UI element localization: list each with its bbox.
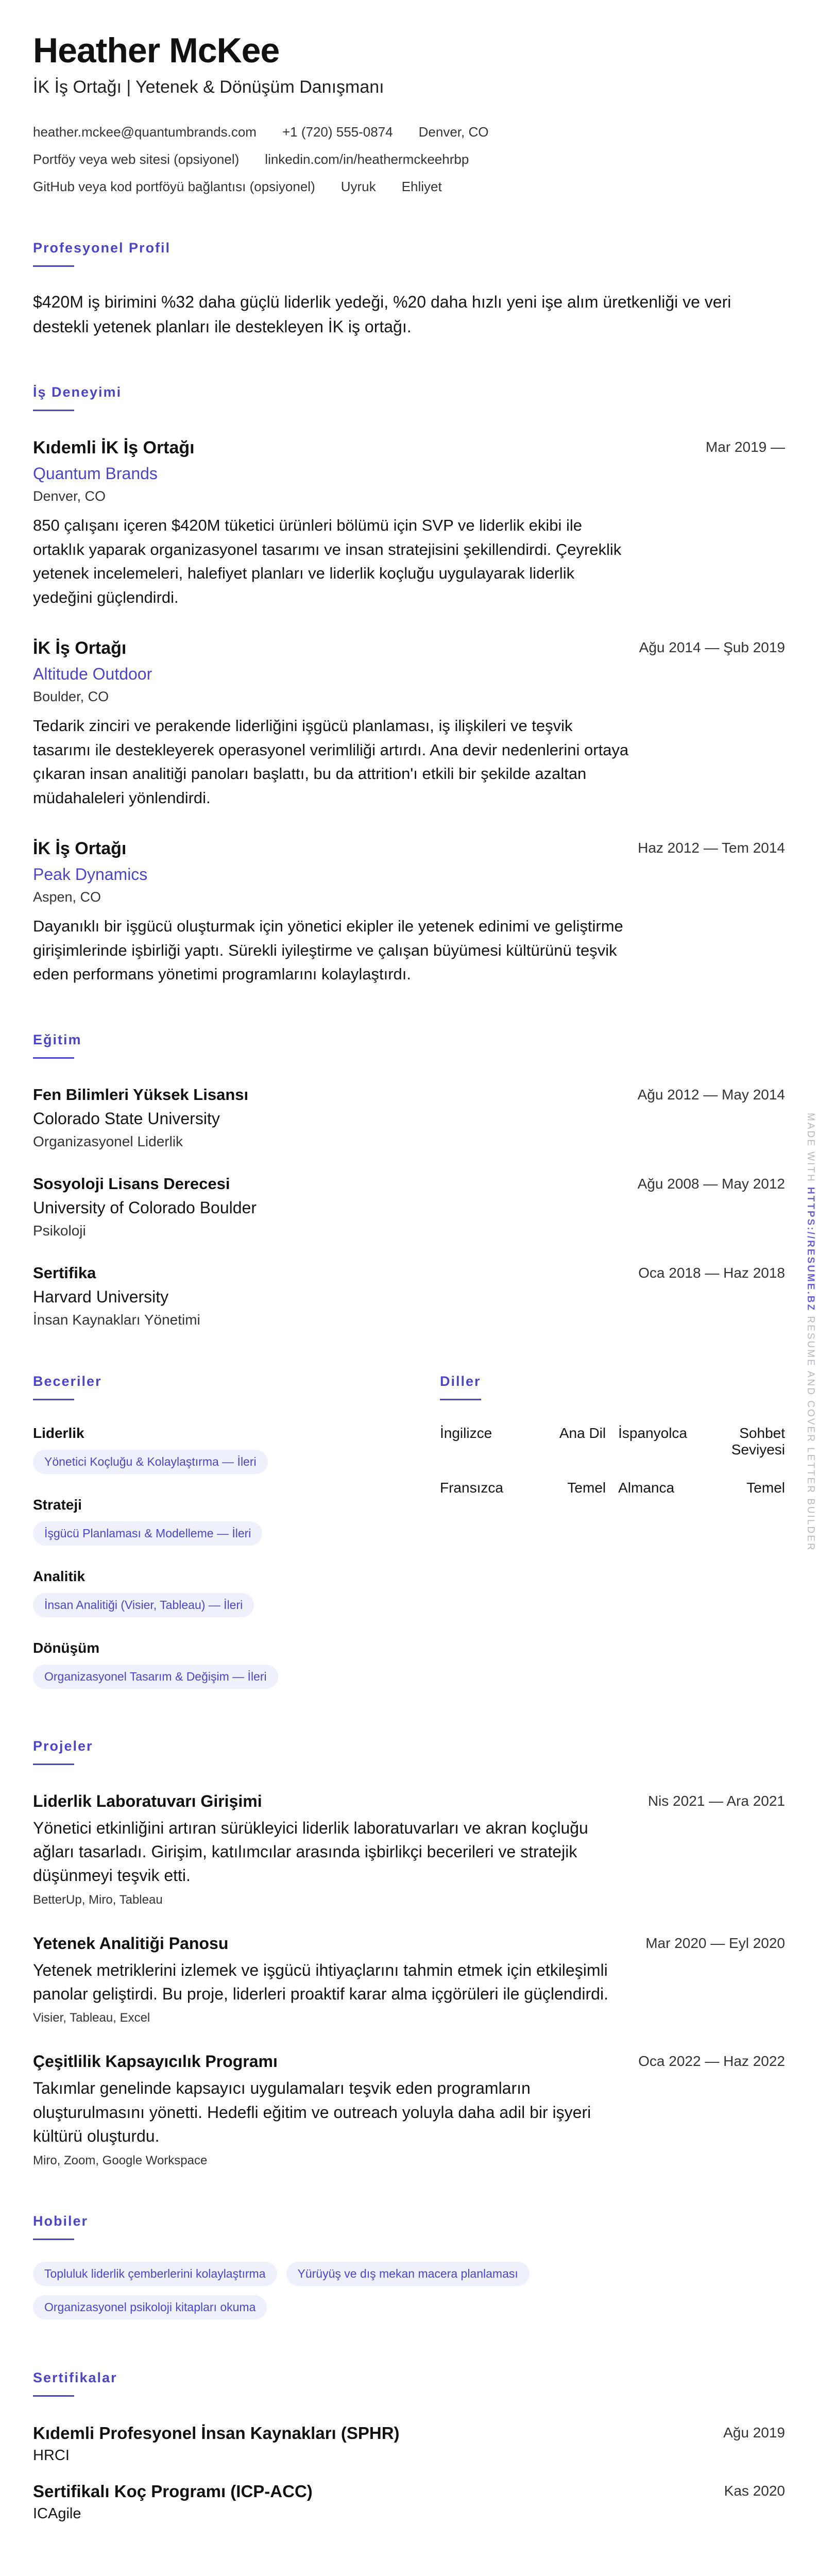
project-date: Nis 2021 — Ara 2021 [647, 1792, 785, 1809]
section-divider [33, 265, 74, 267]
contact-phone[interactable]: +1 (720) 555-0874 [282, 124, 393, 140]
skills-section [33, 1374, 373, 1689]
certification-name: Sertifikalı Koç Programı (ICP-ACC) [33, 2481, 313, 2501]
experience-item [33, 638, 785, 810]
project-item [33, 2052, 785, 2167]
section-title: Beceriler [33, 1373, 102, 1389]
project-title: Yetenek Analitiği Panosu [33, 1934, 229, 1953]
job-location: Aspen, CO [33, 889, 101, 905]
projects-section [33, 1738, 785, 2168]
project-item [33, 1934, 785, 2026]
skill-category: Strateji [33, 1496, 82, 1513]
project-date: Mar 2020 — Eyl 2020 [645, 1935, 785, 1951]
degree-title: Sertifika [33, 1263, 96, 1282]
language-item [618, 1480, 785, 1496]
section-title: Profesyonel Profil [33, 240, 171, 256]
certification-date: Kas 2020 [724, 2482, 785, 2499]
degree-title: Sosyoloji Lisans Derecesi [33, 1174, 230, 1193]
credit-prefix: MADE WITH [805, 1113, 816, 1183]
contact-nationality: Uyruk [340, 179, 376, 194]
hobby-chip: Organizasyonel psikoloji kitapları okuma [33, 2295, 267, 2319]
education-item [33, 1175, 785, 1239]
candidate-headline: İK İş Ortağı | Yetenek & Dönüşüm Danışmanı [33, 77, 384, 97]
contact-linkedin[interactable]: linkedin.com/in/heathermckeehrbp [265, 151, 469, 167]
section-title: Hobiler [33, 2213, 89, 2229]
section-title: Eğitim [33, 1031, 82, 1047]
job-date: Haz 2012 — Tem 2014 [638, 840, 785, 856]
language-name: İngilizce [440, 1425, 492, 1441]
project-item [33, 1792, 785, 1907]
credit-link[interactable]: HTTPS://RESUME.BZ [805, 1187, 816, 1312]
contact-email[interactable]: heather.mckee@quantumbrands.com [33, 124, 257, 140]
section-divider [33, 2239, 74, 2240]
project-description: Yönetici etkinliğini artıran sürükleyici liderlik laboratuvarları ve akran koçluğu ağları tasarladı. Girişim, katılımcılar arasında işbirlikçi becerileri ve stratejik düşünmeyi teşvik etti. [33, 1818, 588, 1885]
language-item [440, 1425, 606, 1458]
resume-header [33, 33, 785, 195]
language-level: Temel [746, 1479, 785, 1496]
project-tools: Visier, Tableau, Excel [33, 2011, 150, 2025]
section-title: Projeler [33, 1738, 93, 1754]
experience-item [33, 839, 785, 987]
project-description: Yetenek metriklerini izlemek ve işgücü ihtiyaçlarını tahmin etmek için etkileşimli panolar geliştirdi. Bu proje, liderleri proaktif karar alma içgörüleri ile güçlendirdi. [33, 1960, 608, 2004]
section-divider [33, 1057, 74, 1059]
field-of-study: İnsan Kaynakları Yönetimi [33, 1311, 200, 1328]
language-item [440, 1480, 606, 1496]
contact-location: Denver, CO [418, 124, 489, 140]
job-date: Mar 2019 — [705, 439, 785, 455]
education-date: Ağu 2008 — May 2012 [637, 1175, 785, 1192]
institution-name: Colorado State University [33, 1109, 220, 1128]
skill-category: Liderlik [33, 1425, 84, 1441]
education-date: Oca 2018 — Haz 2018 [638, 1264, 785, 1281]
hobby-chip: Yürüyüş ve dış mekan macera planlaması [286, 2262, 530, 2286]
language-name: İspanyolca [618, 1425, 687, 1441]
language-item [618, 1425, 785, 1458]
institution-name: University of Colorado Boulder [33, 1198, 257, 1217]
profile-section [33, 240, 785, 339]
education-date: Ağu 2012 — May 2014 [637, 1086, 785, 1103]
contact-github[interactable]: GitHub veya kod portföyü bağlantısı (opsiyonel) [33, 179, 315, 194]
candidate-name: Heather McKee [33, 31, 280, 70]
builder-credit [803, 1113, 816, 1552]
job-title: İK İş Ortağı [33, 638, 127, 658]
job-date: Ağu 2014 — Şub 2019 [639, 639, 785, 655]
skill-category: Dönüşüm [33, 1639, 100, 1656]
language-level: Sohbet Seviyesi [731, 1425, 785, 1458]
job-location: Denver, CO [33, 488, 106, 504]
certification-issuer: ICAgile [33, 2505, 81, 2522]
education-item [33, 1264, 785, 1328]
section-divider [33, 1399, 74, 1400]
experience-item [33, 438, 785, 609]
certification-issuer: HRCI [33, 2447, 70, 2464]
skill-chip: Yönetici Koçluğu & Kolaylaştırma — İleri [33, 1450, 268, 1474]
certification-date: Ağu 2019 [723, 2424, 785, 2441]
language-name: Almanca [618, 1479, 675, 1496]
skills-languages-row [33, 1374, 785, 1689]
project-description: Takımlar genelinde kapsayıcı uygulamaları teşvik eden programların oluşturulmasını yönetti. Hedefli eğitim ve outreach yoluyla daha adil bir işyeri kültürü oluşturdu. [33, 2079, 591, 2146]
experience-section [33, 384, 785, 987]
section-divider [33, 1764, 74, 1765]
section-title: Diller [440, 1373, 481, 1389]
job-description: Dayanıklı bir işgücü oluşturmak için yönetici ekipler ile yetenek edinimi ve geliştirme girişimlerinde işbirliği yaptı. Sürekli iyileştirme ve çalışan büyümesi kültürünü teşvik eden performans yönetimi programlarını kolaylaştırdı. [33, 917, 623, 983]
degree-title: Fen Bilimleri Yüksek Lisansı [33, 1085, 249, 1104]
contact-website[interactable]: Portföy veya web sitesi (opsiyonel) [33, 151, 240, 167]
contact-info [33, 124, 651, 195]
language-level: Ana Dil [559, 1425, 606, 1441]
hobby-chip: Topluluk liderlik çemberlerini kolaylaştırma [33, 2262, 277, 2286]
languages-section [440, 1374, 785, 1689]
hobbies-section [33, 2213, 785, 2329]
section-divider [33, 2395, 74, 2397]
job-description: Tedarik zinciri ve perakende liderliğini işgücü planlaması, iş ilişkileri ve teşvik tasarımı ile destekleyerek operasyonel verimliliği artırdı. Ana devir nedenlerini ortaya çıkaran insan analitiği panoları başlattı, bu da attrition'ı etkili bir şekilde azaltan müdahaleleri yönlendirdi. [33, 717, 629, 807]
job-location: Boulder, CO [33, 689, 109, 704]
certification-item [33, 2482, 785, 2522]
company-name: Altitude Outdoor [33, 665, 152, 683]
skill-chip: Organizasyonel Tasarım & Değişim — İleri [33, 1665, 278, 1689]
job-description: 850 çalışanı içeren $420M tüketici ürünleri bölümü için SVP ve liderlik ekibi ile ortaklık yaparak organizasyonel tasarımı ve insan stratejisini şekillendirdi. Çeyreklik yetenek incelemeleri, halefiyet planları ve liderlik koçluğu uygulayarak liderlik yedeğini güçlendirdi. [33, 516, 622, 606]
job-title: Kıdemli İK İş Ortağı [33, 438, 195, 457]
section-divider [33, 410, 74, 411]
language-name: Fransızca [440, 1479, 503, 1496]
skill-chip: İşgücü Planlaması & Modelleme — İleri [33, 1521, 262, 1546]
field-of-study: Organizasyonel Liderlik [33, 1133, 183, 1149]
section-divider [440, 1399, 481, 1400]
education-item [33, 1086, 785, 1150]
contact-license: Ehliyet [401, 179, 442, 194]
section-title: Sertifikalar [33, 2369, 117, 2385]
language-level: Temel [567, 1479, 606, 1496]
certifications-section [33, 2370, 785, 2522]
project-title: Çeşitlilik Kapsayıcılık Programı [33, 2052, 278, 2071]
job-title: İK İş Ortağı [33, 839, 127, 858]
company-name: Quantum Brands [33, 464, 158, 483]
certification-name: Kıdemli Profesyonel İnsan Kaynakları (SPHR) [33, 2423, 400, 2443]
project-tools: Miro, Zoom, Google Workspace [33, 2153, 208, 2167]
certification-item [33, 2424, 785, 2464]
profile-summary: $420M iş birimini %32 daha güçlü liderlik yedeği, %20 daha hızlı yeni işe alım üretkenliği ve veri destekli yetenek planları ile destekleyen İK iş ortağı. [33, 293, 731, 336]
section-title: İş Deneyimi [33, 384, 122, 400]
project-date: Oca 2022 — Haz 2022 [638, 2053, 785, 2070]
skill-category: Analitik [33, 1568, 86, 1584]
project-tools: BetterUp, Miro, Tableau [33, 1892, 163, 1907]
company-name: Peak Dynamics [33, 865, 148, 884]
project-title: Liderlik Laboratuvarı Girişimi [33, 1791, 262, 1810]
education-section [33, 1032, 785, 1328]
skill-chip: İnsan Analitiği (Visier, Tableau) — İleri [33, 1593, 254, 1617]
credit-suffix: RESUME AND COVER LETTER BUILDER [805, 1316, 816, 1552]
institution-name: Harvard University [33, 1287, 169, 1306]
field-of-study: Psikoloji [33, 1222, 86, 1239]
resume-page [33, 33, 785, 2522]
